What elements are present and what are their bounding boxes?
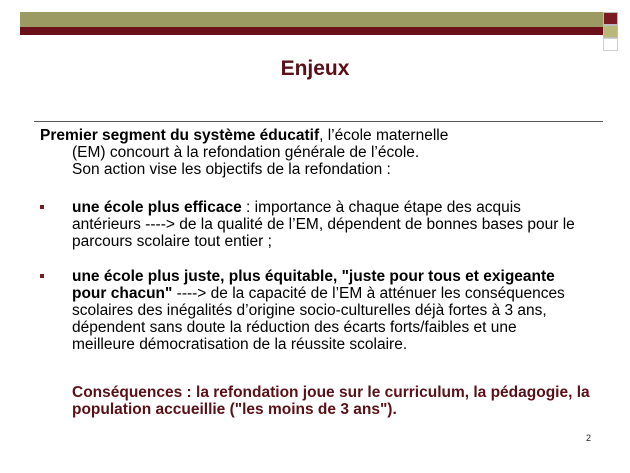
intro-line1-rest: , l’école maternelle [319,127,449,144]
bullet-body [72,199,580,250]
decor-square-olive [603,25,618,38]
header-band-maroon [20,27,603,35]
slide-title: Enjeux [280,57,350,80]
bullet-square-icon [40,205,44,209]
decor-square-maroon [603,12,618,25]
page-number: 2 [586,433,592,443]
bullet-bold: une école plus efficace [72,199,242,216]
consequence-text: Conséquences : la refondation joue sur le curriculum, la pédagogie, la population accueillie ("les moins de 3 ans"). [72,384,590,418]
intro-paragraph [40,127,600,178]
bullet-bold: une école plus juste, plus équitable, "juste pour tous et exigeante pour chacun" [72,268,555,302]
intro-line2: (EM) concourt à la refondation générale de l’école. [72,144,420,161]
bullet-item [40,268,580,353]
intro-bold-lead: Premier segment du système éducatif [40,127,320,144]
bullet-item [40,199,580,250]
bullet-text: : importance à chaque étape des acquis antérieurs ----> de la qualité de l’EM, dépendent de bonnes bases pour le parcours scolaire tout entier ; [72,199,575,250]
decor-square-white [603,38,618,51]
bullet-text: ----> de la capacité de l’EM à atténuer les conséquences scolaires des inégalités d’origine socio-culturelles déjà fortes à 3 ans, dépendent sans doute la réduction des écarts forts/faibles et une meilleure démocratisation de la réussite scolaire. [72,285,565,353]
title-divider [34,121,603,122]
header-band-olive [20,12,603,27]
bullet-square-icon [40,274,44,278]
intro-line3: Son action vise les objectifs de la refondation : [72,161,391,178]
bullet-body [72,268,580,353]
